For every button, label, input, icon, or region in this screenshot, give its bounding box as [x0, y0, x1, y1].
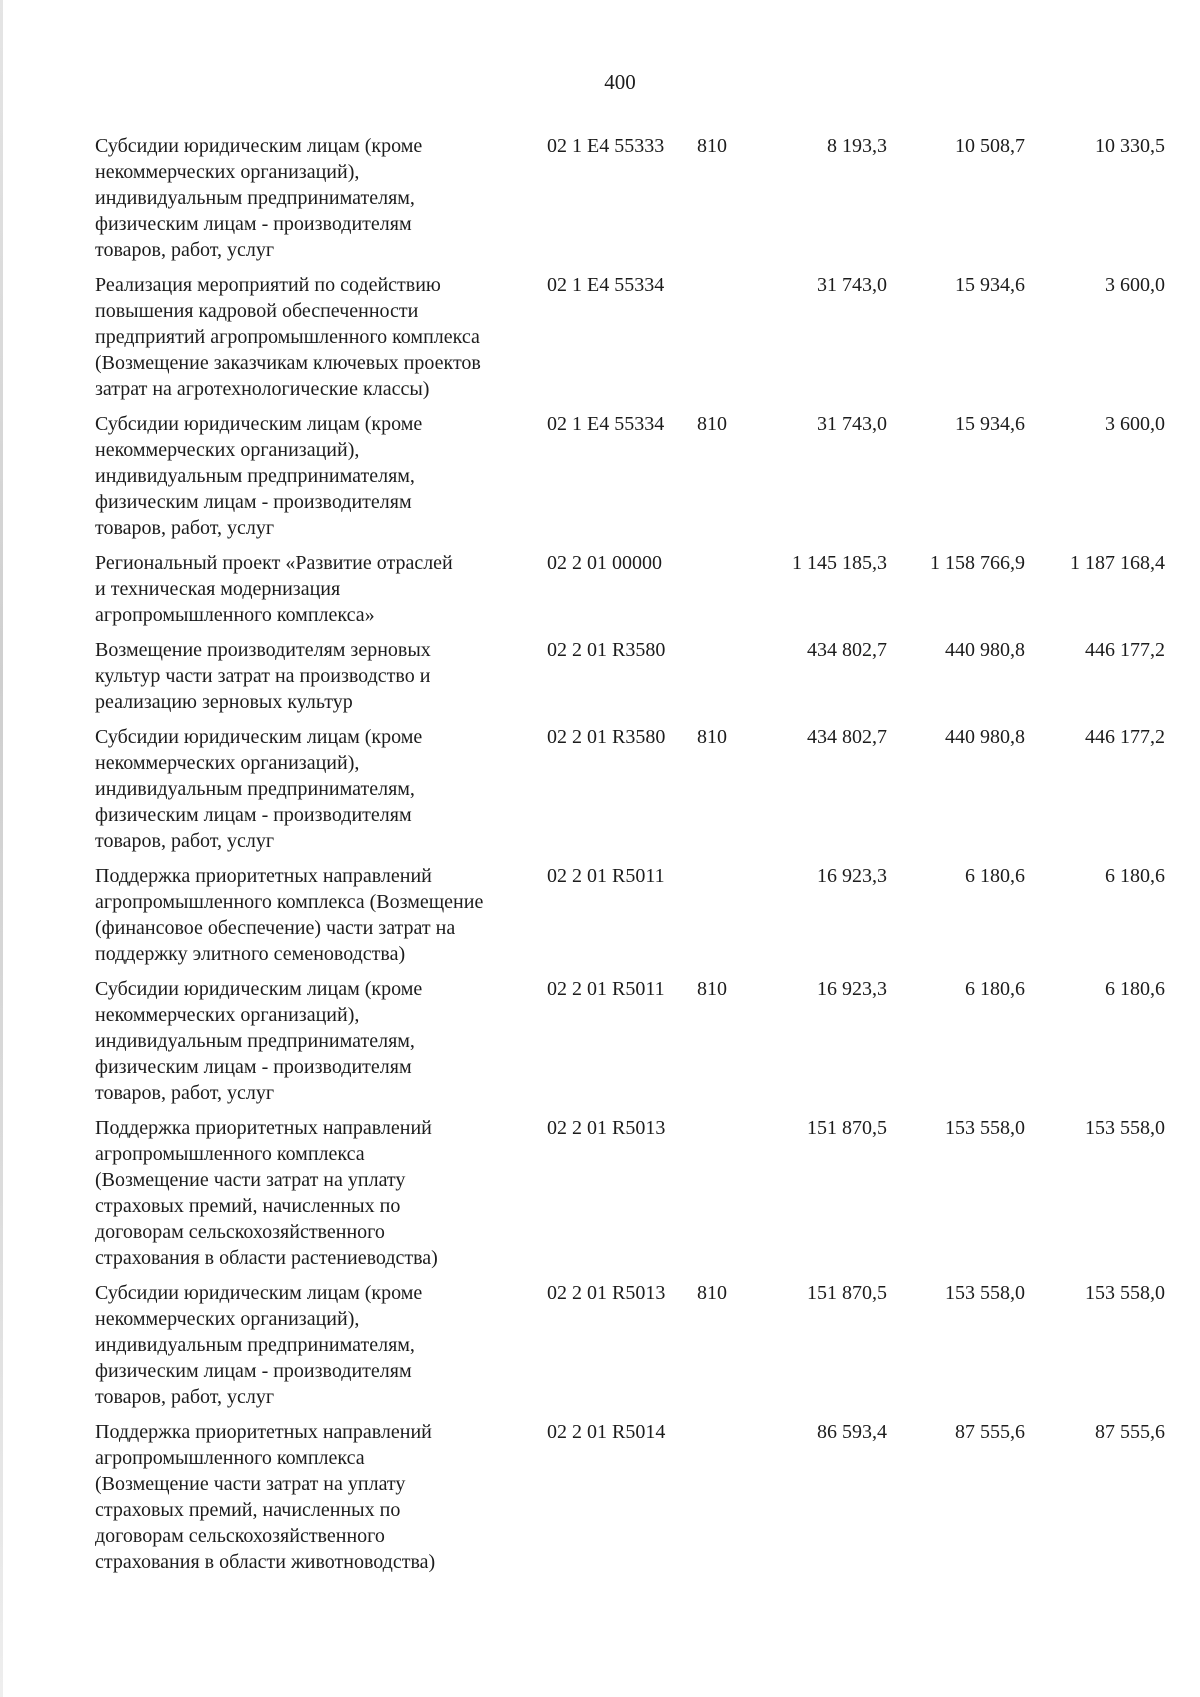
row-code: 02 1 E4 55334 [547, 274, 665, 296]
row-value-2: 440 980,8 [945, 639, 1025, 661]
row-value-2: 87 555,6 [955, 1421, 1025, 1443]
table-row [95, 1419, 1165, 1575]
row-code: 02 1 E4 55333 [547, 135, 665, 157]
table-row [95, 133, 1165, 263]
row-value-3: 10 330,5 [1095, 135, 1165, 157]
row-code: 02 2 01 R3580 [547, 726, 666, 748]
row-type: 810 [697, 978, 727, 1000]
table-row [95, 411, 1165, 541]
row-value-1: 16 923,3 [817, 865, 887, 887]
row-value-1: 16 923,3 [817, 978, 887, 1000]
row-value-3: 153 558,0 [1085, 1282, 1165, 1304]
row-value-2: 153 558,0 [945, 1282, 1025, 1304]
row-name: Субсидии юридическим лицам (кроме некоммерческих организаций), индивидуальным предпринимателям, физическим лицам - производителям товаров, работ, услуг [95, 413, 423, 539]
row-value-1: 151 870,5 [807, 1282, 887, 1304]
row-code: 02 2 01 R5013 [547, 1282, 666, 1304]
row-value-2: 15 934,6 [955, 413, 1025, 435]
row-value-3: 446 177,2 [1085, 639, 1165, 661]
row-value-3: 153 558,0 [1085, 1117, 1165, 1139]
row-value-2: 6 180,6 [965, 978, 1025, 1000]
row-name: Возмещение производителям зерновых культур части затрат на производство и реализацию зерновых культур [95, 639, 431, 713]
row-type: 810 [697, 135, 727, 157]
row-value-1: 86 593,4 [817, 1421, 887, 1443]
row-value-3: 446 177,2 [1085, 726, 1165, 748]
row-value-1: 434 802,7 [807, 726, 887, 748]
row-value-1: 151 870,5 [807, 1117, 887, 1139]
table-row [95, 272, 1165, 402]
table-row [95, 976, 1165, 1106]
row-value-2: 15 934,6 [955, 274, 1025, 296]
row-value-1: 31 743,0 [817, 274, 887, 296]
row-value-2: 153 558,0 [945, 1117, 1025, 1139]
table-row [95, 1280, 1165, 1410]
row-value-1: 8 193,3 [827, 135, 887, 157]
row-value-1: 1 145 185,3 [792, 552, 887, 574]
row-value-3: 6 180,6 [1105, 978, 1165, 1000]
row-value-3: 3 600,0 [1105, 274, 1165, 296]
row-name: Субсидии юридическим лицам (кроме некоммерческих организаций), индивидуальным предпринимателям, физическим лицам - производителям товаров, работ, услуг [95, 978, 423, 1104]
row-code: 02 2 01 00000 [547, 552, 662, 574]
table-row [95, 550, 1165, 628]
row-name: Субсидии юридическим лицам (кроме некоммерческих организаций), индивидуальным предпринимателям, физическим лицам - производителям товаров, работ, услуг [95, 1282, 423, 1408]
table-row [95, 863, 1165, 967]
row-name: Поддержка приоритетных направлений агропромышленного комплекса (Возмещение части затрат на уплату страховых премий, начисленных по договорам сельскохозяйственного страхования в области растениеводства) [95, 1117, 438, 1269]
row-code: 02 2 01 R3580 [547, 639, 666, 661]
table-row [95, 724, 1165, 854]
page-number: 400 [604, 70, 636, 94]
row-code: 02 2 01 R5014 [547, 1421, 666, 1443]
row-value-3: 3 600,0 [1105, 413, 1165, 435]
row-code: 02 2 01 R5011 [547, 978, 665, 1000]
budget-table [95, 133, 1165, 1584]
row-value-2: 440 980,8 [945, 726, 1025, 748]
row-value-2: 1 158 766,9 [930, 552, 1025, 574]
row-value-3: 6 180,6 [1105, 865, 1165, 887]
row-name: Субсидии юридическим лицам (кроме некоммерческих организаций), индивидуальным предпринимателям, физическим лицам - производителям товаров, работ, услуг [95, 726, 423, 852]
row-name: Реализация мероприятий по содействию повышения кадровой обеспеченности предприятий агропромышленного комплекса (Возмещение заказчикам ключевых проектов затрат на агротехнологические классы) [95, 274, 481, 400]
row-name: Поддержка приоритетных направлений агропромышленного комплекса (Возмещение (финансовое обеспечение) части затрат на поддержку элитного семеноводства) [95, 865, 484, 965]
row-code: 02 2 01 R5011 [547, 865, 665, 887]
row-code: 02 2 01 R5013 [547, 1117, 666, 1139]
row-code: 02 1 E4 55334 [547, 413, 665, 435]
row-value-3: 1 187 168,4 [1070, 552, 1165, 574]
row-name: Субсидии юридическим лицам (кроме некоммерческих организаций), индивидуальным предпринимателям, физическим лицам - производителям товаров, работ, услуг [95, 135, 423, 261]
scan-edge [0, 0, 3, 1697]
row-value-2: 6 180,6 [965, 865, 1025, 887]
row-value-3: 87 555,6 [1095, 1421, 1165, 1443]
row-type: 810 [697, 726, 727, 748]
table-row [95, 1115, 1165, 1271]
row-name: Поддержка приоритетных направлений агропромышленного комплекса (Возмещение части затрат на уплату страховых премий, начисленных по договорам сельскохозяйственного страхования в области животноводства) [95, 1421, 436, 1573]
table-row [95, 637, 1165, 715]
row-value-1: 31 743,0 [817, 413, 887, 435]
row-name: Региональный проект «Развитие отраслей и техническая модернизация агропромышленного комплекса» [95, 552, 453, 626]
row-type: 810 [697, 1282, 727, 1304]
row-value-1: 434 802,7 [807, 639, 887, 661]
row-value-2: 10 508,7 [955, 135, 1025, 157]
row-type: 810 [697, 413, 727, 435]
